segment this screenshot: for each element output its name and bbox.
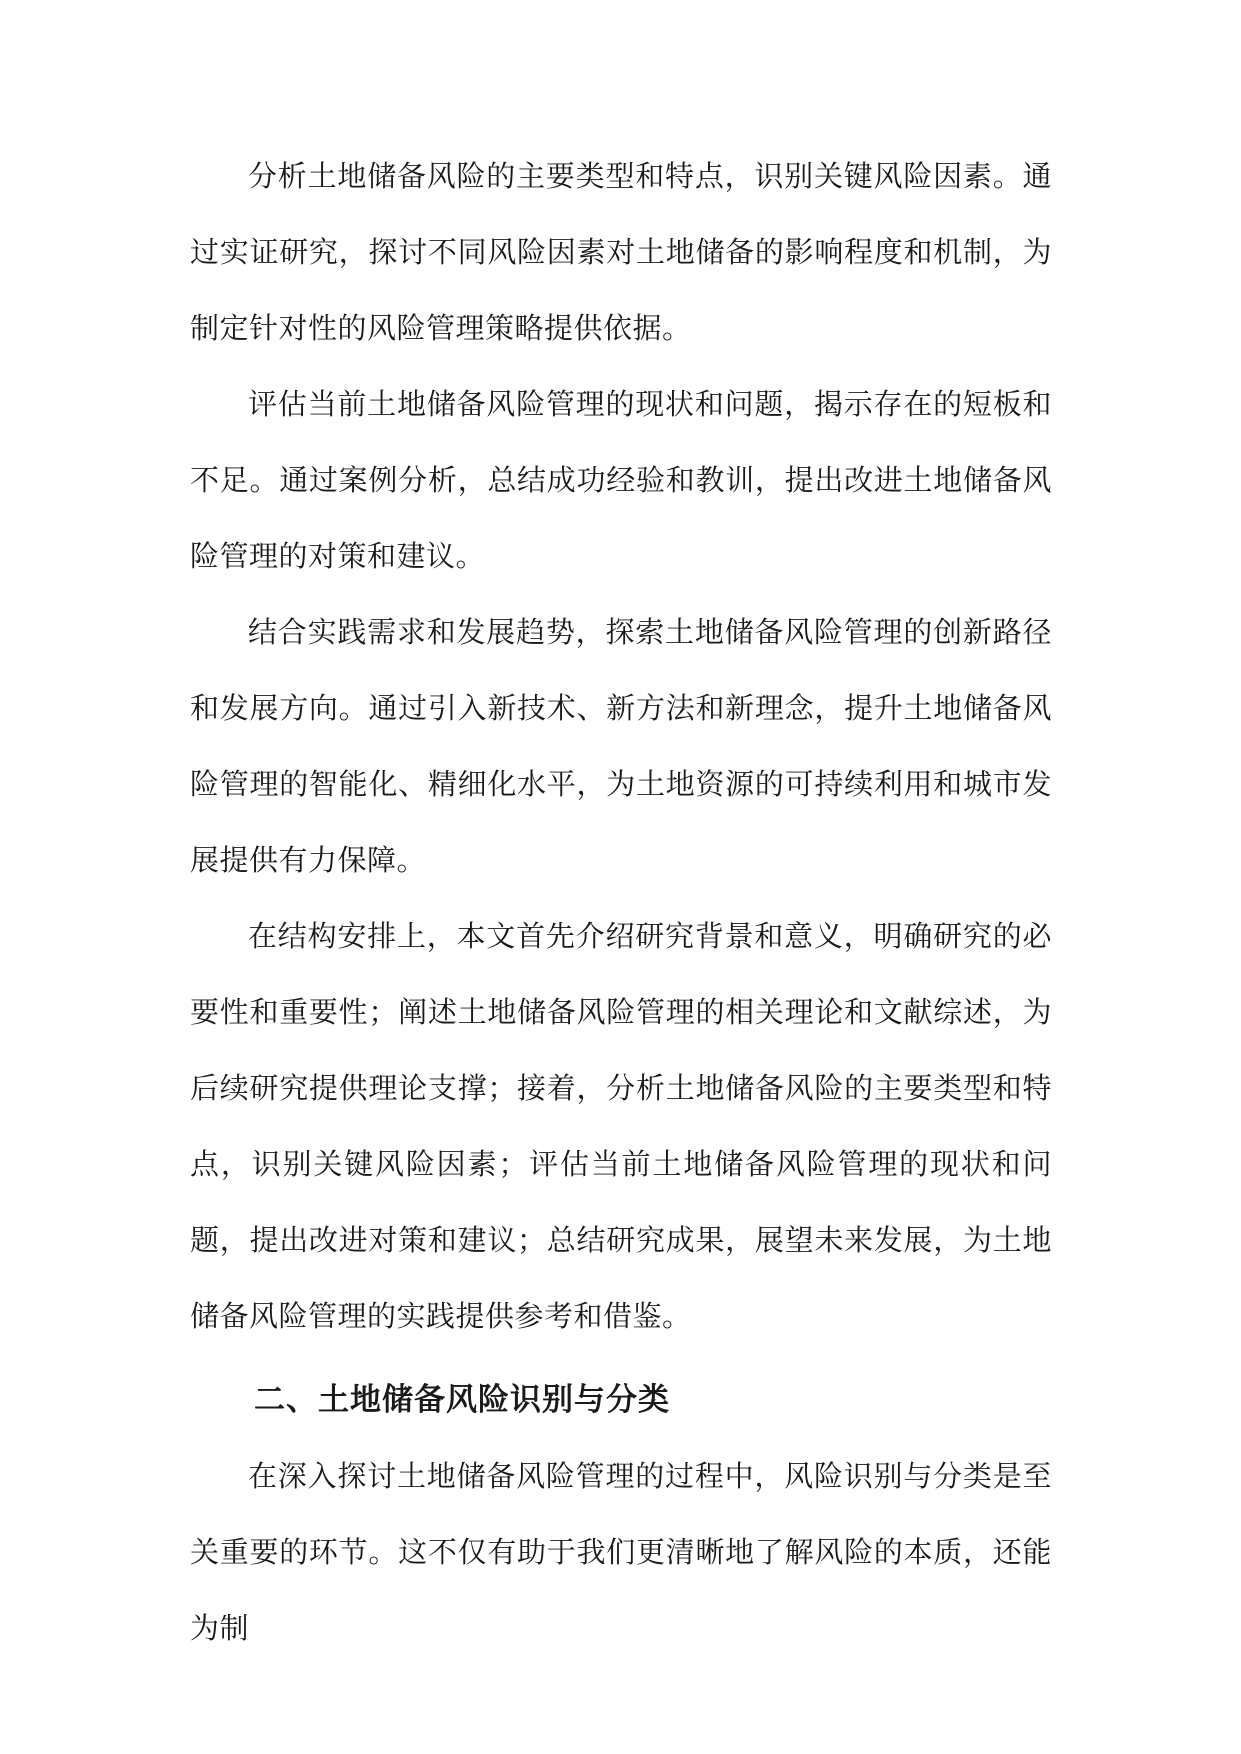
document-body <box>190 138 1052 1666</box>
paragraph-structure-overview: 在结构安排上，本文首先介绍研究背景和意义，明确研究的必要性和重要性；阐述土地储备风险管理的相关理论和文献综述，为后续研究提供理论支撑；接着，分析土地储备风险的主要类型和特点，识别关键风险因素；评估当前土地储备风险管理的现状和问题，提出改进对策和建议；总结研究成果，展望未来发展，为土地储备风险管理的实践提供参考和借鉴。 <box>190 919 1052 1333</box>
paragraph-current-status: 评估当前土地储备风险管理的现状和问题，揭示存在的短板和不足。通过案例分析，总结成功经验和教训，提出改进土地储备风险管理的对策和建议。 <box>190 387 1052 573</box>
paragraph-risk-types: 分析土地储备风险的主要类型和特点，识别关键风险因素。通过实证研究，探讨不同风险因素对土地储备的影响程度和机制，为制定针对性的风险管理策略提供依据。 <box>190 159 1052 345</box>
paragraph-innovation-path: 结合实践需求和发展趋势，探索土地储备风险管理的创新路径和发展方向。通过引入新技术、新方法和新理念，提升土地储备风险管理的智能化、精细化水平，为土地资源的可持续利用和城市发展提供有力保障。 <box>190 615 1052 877</box>
section-heading: 二、土地储备风险识别与分类 <box>254 1382 670 1418</box>
paragraph-risk-identification: 在深入探讨土地储备风险管理的过程中，风险识别与分类是至关重要的环节。这不仅有助于我们更清晰地了解风险的本质，还能为制 <box>190 1459 1052 1645</box>
